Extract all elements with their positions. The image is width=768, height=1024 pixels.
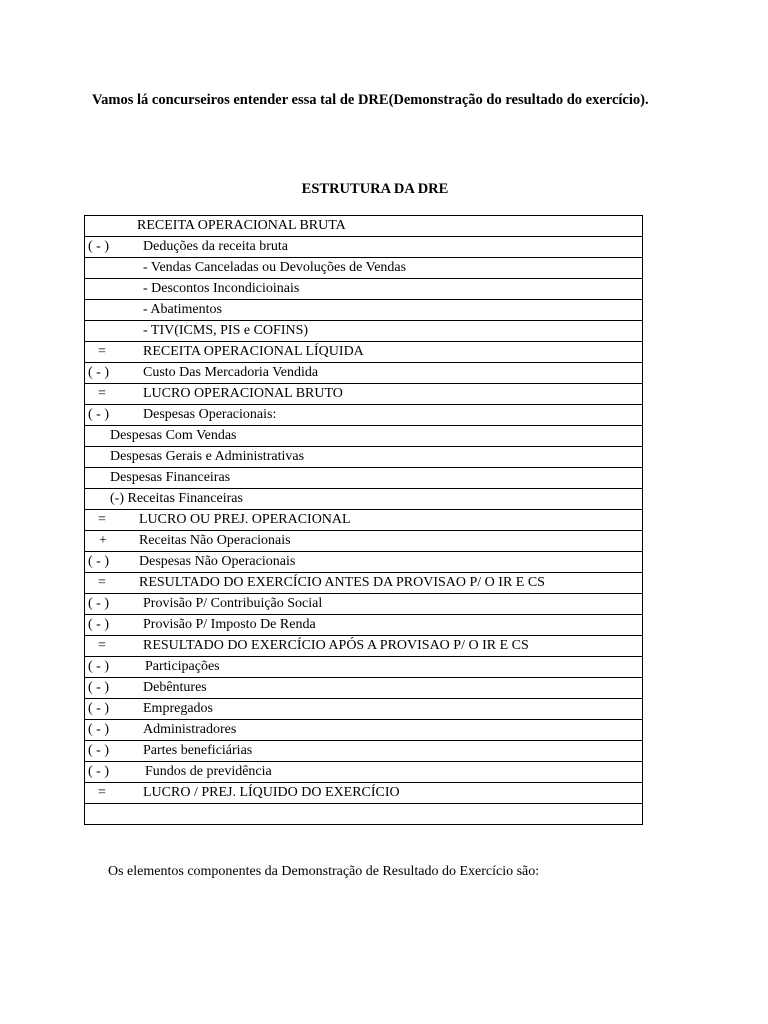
table-row [85, 657, 643, 678]
row-prefix: = [98, 785, 106, 800]
row-prefix: ( - ) [88, 659, 109, 674]
row-label: Participações [145, 659, 220, 674]
row-prefix: ( - ) [88, 596, 109, 611]
row-label: RESULTADO DO EXERCÍCIO APÓS A PROVISAO P/ O IR E CS [143, 638, 529, 653]
table-row [85, 216, 643, 237]
table-row [85, 678, 643, 699]
outro-paragraph: Os elementos componentes da Demonstração de Resultado do Exercício são: [108, 864, 540, 879]
row-prefix: = [98, 638, 106, 653]
row-label: LUCRO OPERACIONAL BRUTO [143, 386, 343, 401]
row-prefix: + [99, 533, 107, 548]
row-label: (-) Receitas Financeiras [110, 491, 243, 506]
row-label: RESULTADO DO EXERCÍCIO ANTES DA PROVISAO P/ O IR E CS [139, 575, 545, 590]
intro-paragraph: Vamos lá concurseiros entender essa tal de DRE(Demonstração do resultado do exercício). [92, 92, 649, 108]
row-label: RECEITA OPERACIONAL BRUTA [137, 218, 346, 233]
row-prefix: ( - ) [88, 407, 109, 422]
row-prefix: ( - ) [88, 617, 109, 632]
table-row [85, 237, 643, 258]
table-row [85, 300, 643, 321]
table-row [85, 699, 643, 720]
row-label: LUCRO / PREJ. LÍQUIDO DO EXERCÍCIO [143, 785, 400, 800]
row-prefix: = [98, 575, 106, 590]
row-prefix: ( - ) [88, 680, 109, 695]
row-prefix: ( - ) [88, 722, 109, 737]
row-label: Despesas Operacionais: [143, 407, 277, 422]
row-label: Despesas Com Vendas [110, 428, 237, 443]
table-row [85, 468, 643, 489]
table-row [85, 552, 643, 573]
row-label: Fundos de previdência [145, 764, 272, 779]
row-prefix: ( - ) [88, 701, 109, 716]
row-label: Despesas Financeiras [110, 470, 231, 485]
table-row [85, 489, 643, 510]
table-row [85, 321, 643, 342]
row-label: LUCRO OU PREJ. OPERACIONAL [139, 512, 351, 527]
table-row [85, 510, 643, 531]
row-prefix: = [98, 512, 106, 527]
row-label: RECEITA OPERACIONAL LÍQUIDA [143, 344, 364, 359]
table-row [85, 531, 643, 552]
table-row [85, 804, 643, 825]
table-row [85, 741, 643, 762]
table-row [85, 636, 643, 657]
table-row [85, 258, 643, 279]
row-label: Debêntures [143, 680, 207, 695]
row-prefix: = [98, 386, 106, 401]
row-label: Despesas Não Operacionais [139, 554, 296, 569]
row-label: - Abatimentos [143, 302, 222, 317]
row-label: Partes beneficiárias [143, 743, 253, 758]
row-prefix: ( - ) [88, 239, 109, 254]
row-prefix: ( - ) [88, 554, 109, 569]
dre-structure-table [84, 215, 643, 825]
row-label: Provisão P/ Imposto De Renda [143, 617, 316, 632]
row-label: Receitas Não Operacionais [139, 533, 291, 548]
table-row [85, 447, 643, 468]
row-label: Despesas Gerais e Administrativas [110, 449, 305, 464]
table-row [85, 342, 643, 363]
row-label: - Vendas Canceladas ou Devoluções de Vendas [143, 260, 407, 275]
row-label: Empregados [143, 701, 213, 716]
row-prefix: ( - ) [88, 743, 109, 758]
table-row [85, 384, 643, 405]
table-row [85, 573, 643, 594]
table-row [85, 594, 643, 615]
row-label: Deduções da receita bruta [143, 239, 288, 254]
row-label: - Descontos Incondicioinais [143, 281, 300, 296]
table-row [85, 615, 643, 636]
row-prefix: = [98, 344, 106, 359]
table-row [85, 279, 643, 300]
table-row [85, 405, 643, 426]
row-label: Administradores [143, 722, 237, 737]
table-row [85, 762, 643, 783]
table-row [85, 783, 643, 804]
row-label: Custo Das Mercadoria Vendida [143, 365, 319, 380]
dre-title: ESTRUTURA DA DRE [301, 181, 449, 197]
row-label: Provisão P/ Contribuição Social [143, 596, 323, 611]
table-row [85, 720, 643, 741]
row-prefix: ( - ) [88, 365, 109, 380]
table-row [85, 363, 643, 384]
row-prefix: ( - ) [88, 764, 109, 779]
table-row [85, 426, 643, 447]
row-label: - TIV(ICMS, PIS e COFINS) [143, 323, 309, 338]
